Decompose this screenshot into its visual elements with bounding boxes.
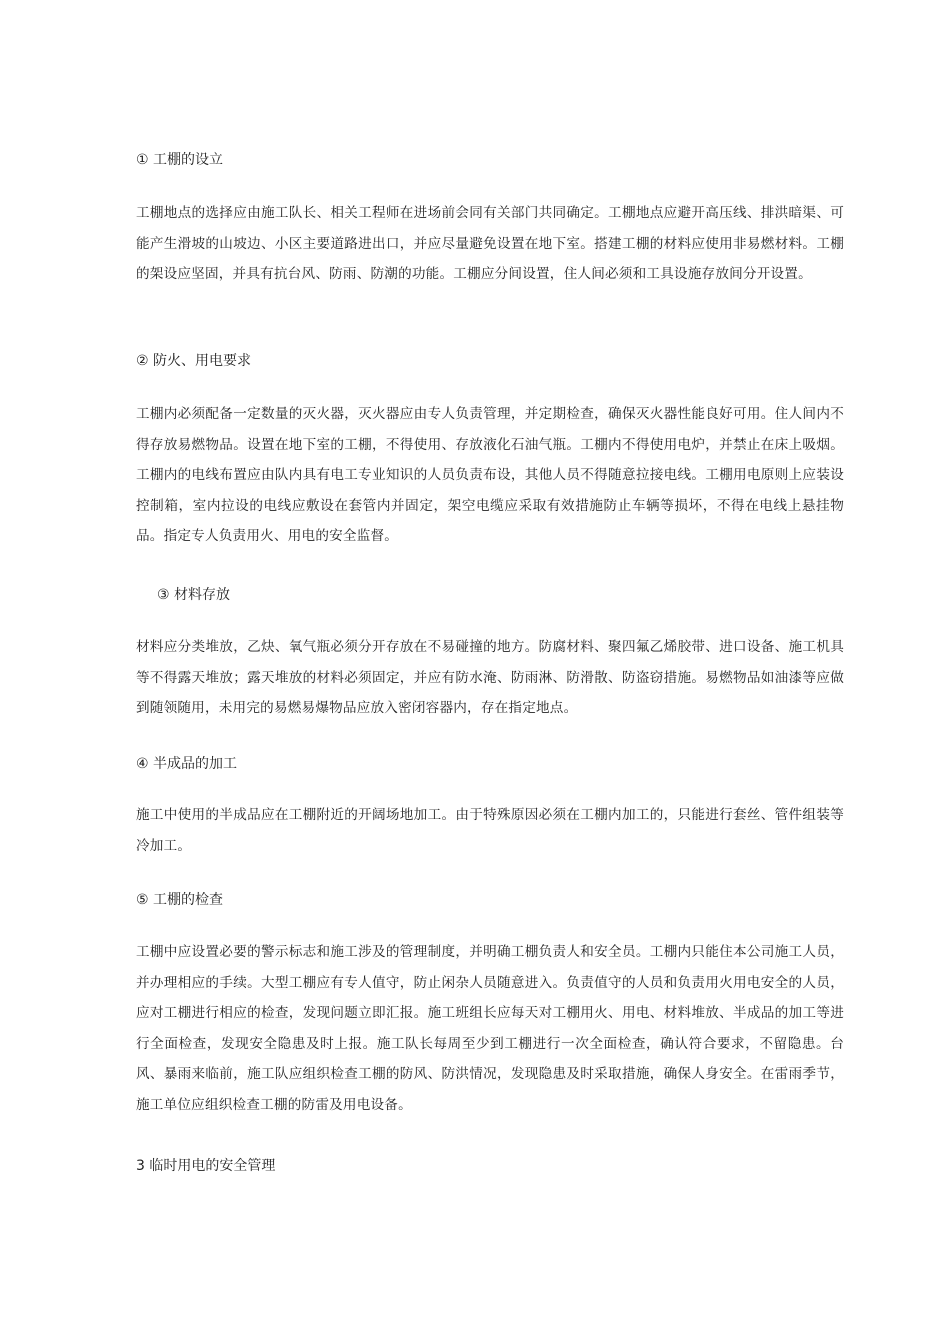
section-body-1: 工棚地点的选择应由施工队长、相关工程师在进场前会同有关部门共同确定。工棚地点应避开高压线、排洪暗渠、可能产生滑坡的山坡边、小区主要道路进出口，并应尽量避免设置在地下室。搭建工棚的材料应使用非易燃材料。工棚的架设应坚固，并具有抗台风、防雨、防潮的功能。工棚应分间设置，住人间必须和工具设施存放间分开设置。 bbox=[136, 205, 844, 283]
next-section-heading: 3 临时用电的安全管理 bbox=[136, 1158, 276, 1174]
section-body-5: 工棚中应设置必要的警示标志和施工涉及的管理制度，并明确工棚负责人和安全员。工棚内只能住本公司施工人员，并办理相应的手续。大型工棚应有专人值守，防止闲杂人员随意进入。负责值守的人员和负责用火用电安全的人员，应对工棚进行相应的检查，发现问题立即汇报。施工班组长应每天对工棚用火、用电、材料堆放、半成品的加工等进行全面检查，发现安全隐患及时上报。施工队长每周至少到工棚进行一次全面检查，确认符合要求，不留隐患。台风、暴雨来临前，施工队应组织检查工棚的防风、防洪情况，发现隐患及时采取措施，确保人身安全。在雷雨季节，施工单位应组织检查工棚的防雷及用电设备。 bbox=[136, 944, 844, 1113]
section-heading-1: ① 工棚的设立 bbox=[136, 152, 224, 168]
section-heading-5: ⑤ 工棚的检查 bbox=[136, 892, 224, 908]
section-body-4: 施工中使用的半成品应在工棚附近的开阔场地加工。由于特殊原因必须在工棚内加工的，只能进行套丝、管件组装等冷加工。 bbox=[136, 807, 844, 854]
section-heading-2: ② 防火、用电要求 bbox=[136, 353, 252, 369]
section-body-3: 材料应分类堆放，乙炔、氧气瓶必须分开存放在不易碰撞的地方。防腐材料、聚四氟乙烯胶带、进口设备、施工机具等不得露天堆放；露天堆放的材料必须固定，并应有防水淹、防雨淋、防滑散、防盗窃措施。易燃物品如油漆等应做到随领随用，未用完的易燃易爆物品应放入密闭容器内，存在指定地点。 bbox=[136, 639, 844, 717]
section-body-2: 工棚内必须配备一定数量的灭火器，灭火器应由专人负责管理，并定期检查，确保灭火器性能良好可用。住人间内不得存放易燃物品。设置在地下室的工棚，不得使用、存放液化石油气瓶。工棚内不得使用电炉，并禁止在床上吸烟。工棚内的电线布置应由队内具有电工专业知识的人员负责布设，其他人员不得随意拉接电线。工棚用电原则上应装设控制箱，室内拉设的电线应敷设在套管内并固定，架空电缆应采取有效措施防止车辆等损坏，不得在电线上悬挂物品。指定专人负责用火、用电的安全监督。 bbox=[136, 406, 844, 545]
section-heading-3: ③ 材料存放 bbox=[157, 587, 231, 603]
section-heading-4: ④ 半成品的加工 bbox=[136, 756, 238, 772]
